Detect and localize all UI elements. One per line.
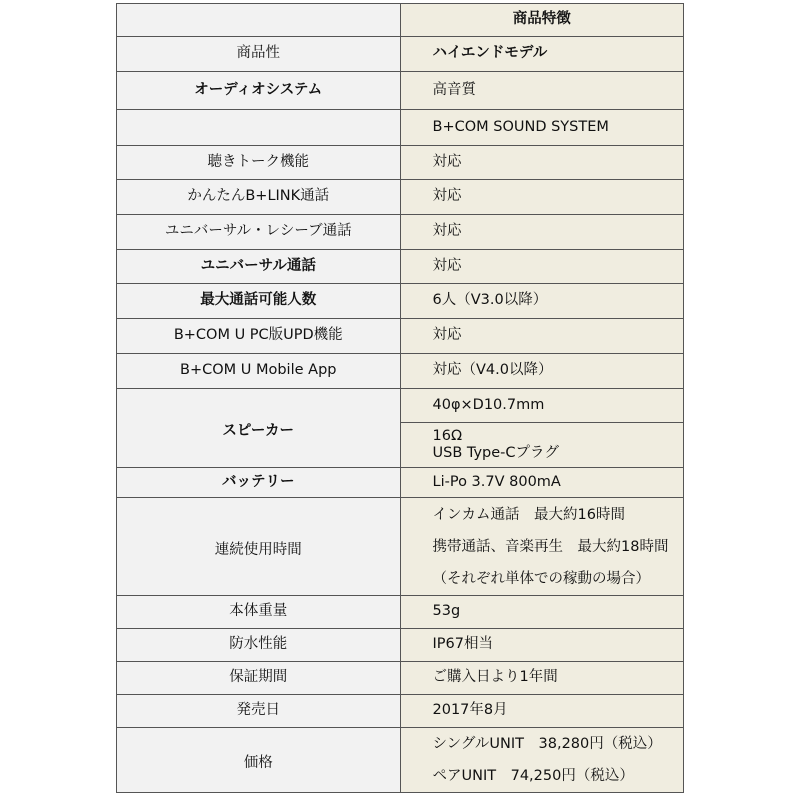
value-speaker-impedance: 16Ω <box>432 427 463 444</box>
value-price-pair: ペアUNIT 74,250円（税込） <box>432 768 634 784</box>
value-max-participants: 6人（V3.0以降） <box>400 284 684 319</box>
value-release-date: 2017年8月 <box>400 695 684 728</box>
label-weight: 本体重量 <box>117 596 401 629</box>
label-warranty: 保証期間 <box>117 662 401 695</box>
value-speaker-plug: USB Type-Cプラグ <box>432 445 560 461</box>
row-listen-talk <box>117 146 684 180</box>
value-weight: 53g <box>400 596 684 629</box>
label-release-date: 発売日 <box>117 695 401 728</box>
label-universal-receive: ユニバーサル・レシーブ通話 <box>117 215 401 250</box>
value-warranty: ご購入日より1年間 <box>400 662 684 695</box>
label-audio-system: オーディオシステム <box>117 72 401 110</box>
label-easy-link: かんたんB+LINK通話 <box>117 180 401 215</box>
value-universal-receive: 対応 <box>400 215 684 250</box>
label-universal-call: ユニバーサル通話 <box>117 250 401 284</box>
label-waterproof: 防水性能 <box>117 629 401 662</box>
spec-table <box>116 3 684 793</box>
value-audio-system: 高音質 <box>400 72 684 110</box>
label-battery: バッテリー <box>117 468 401 498</box>
title-row <box>117 4 684 37</box>
row-weight <box>117 596 684 629</box>
value-speaker-size: 40φ×D10.7mm <box>400 389 684 423</box>
row-sound-system <box>117 110 684 146</box>
row-usage-time <box>117 498 684 596</box>
row-universal-receive <box>117 215 684 250</box>
label-sound-system <box>117 110 401 146</box>
label-mobile-app: B+COM U Mobile App <box>117 354 401 389</box>
row-warranty <box>117 662 684 695</box>
row-universal-call <box>117 250 684 284</box>
row-battery <box>117 468 684 498</box>
value-easy-link: 対応 <box>400 180 684 215</box>
label-price: 価格 <box>117 728 401 793</box>
value-sound-system: B+COM SOUND SYSTEM <box>400 110 684 146</box>
label-pc-update: B+COM U PC版UPD機能 <box>117 319 401 354</box>
row-price <box>117 728 684 793</box>
value-universal-call: 対応 <box>400 250 684 284</box>
row-easy-link <box>117 180 684 215</box>
label-product-type: 商品性 <box>117 37 401 72</box>
value-waterproof: IP67相当 <box>400 629 684 662</box>
row-mobile-app <box>117 354 684 389</box>
value-price <box>400 728 684 793</box>
value-usage-intercom: インカム通話 最大約16時間 <box>432 506 625 523</box>
value-product-type: ハイエンドモデル <box>400 37 684 72</box>
value-usage-time <box>400 498 684 596</box>
value-usage-note: （それぞれ単体での稼動の場合） <box>432 570 650 587</box>
title-spacer <box>117 4 401 37</box>
value-listen-talk: 対応 <box>400 146 684 180</box>
label-listen-talk: 聴きトーク機能 <box>117 146 401 180</box>
row-max-participants <box>117 284 684 319</box>
value-price-single: シングルUNIT 38,280円（税込） <box>432 736 662 752</box>
value-speaker-detail <box>400 423 684 468</box>
row-speaker <box>117 389 684 423</box>
table-title: 商品特徴 <box>400 4 684 37</box>
value-battery: Li-Po 3.7V 800mA <box>400 468 684 498</box>
value-pc-update: 対応 <box>400 319 684 354</box>
label-max-participants: 最大通話可能人数 <box>117 284 401 319</box>
value-usage-phone: 携帯通話、音楽再生 最大約18時間 <box>432 538 669 555</box>
row-product-type <box>117 37 684 72</box>
row-release-date <box>117 695 684 728</box>
row-waterproof <box>117 629 684 662</box>
row-pc-update <box>117 319 684 354</box>
label-usage-time: 連続使用時間 <box>117 498 401 596</box>
row-audio-system <box>117 72 684 110</box>
value-mobile-app: 対応（V4.0以降） <box>400 354 684 389</box>
label-speaker: スピーカー <box>117 389 401 468</box>
